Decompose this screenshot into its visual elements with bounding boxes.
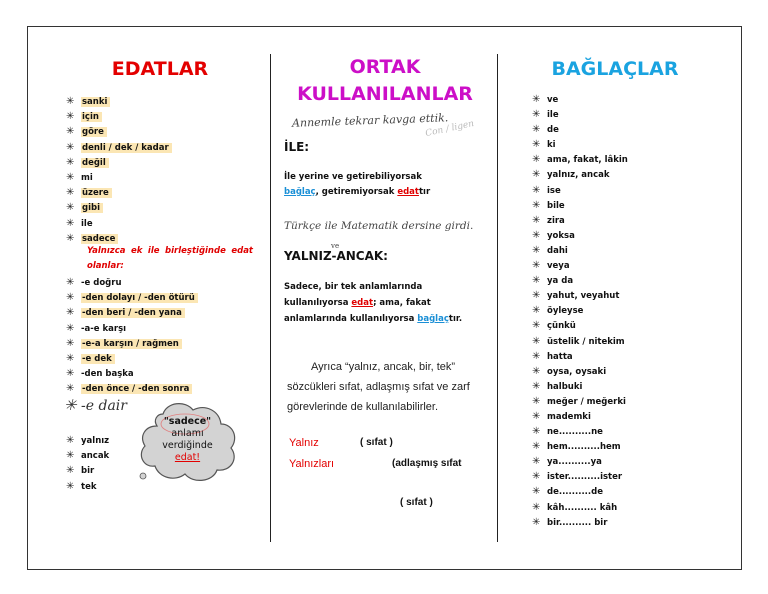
- edat-item: [66, 185, 172, 200]
- edat-label: ile: [81, 218, 93, 229]
- asterisk-icon: ✳: [532, 426, 541, 438]
- asterisk-icon: ✳: [66, 383, 75, 395]
- edat-item: [66, 94, 172, 109]
- asterisk-icon: ✳: [66, 480, 75, 492]
- edat-item: [66, 140, 172, 155]
- asterisk-icon: ✳: [532, 501, 541, 513]
- baglac-item: [532, 213, 628, 228]
- baglac-item: [532, 243, 628, 258]
- asterisk-icon: ✳: [66, 450, 75, 462]
- asterisk-icon: ✳: [532, 335, 541, 347]
- baglac-label: meğer / meğerki: [547, 396, 626, 407]
- baglac-label: ne..........ne: [547, 427, 603, 438]
- asterisk-icon: ✳: [532, 456, 541, 468]
- edat-item: [66, 170, 172, 185]
- asterisk-icon: ✳: [532, 380, 541, 392]
- suffix-edat-label: -den önce / -den sonra: [81, 384, 192, 394]
- asterisk-icon: ✳: [532, 94, 541, 105]
- asterisk-icon: ✳: [66, 156, 75, 168]
- baglac-label: mademki: [547, 411, 591, 422]
- baglac-item: [532, 500, 628, 515]
- edat-label: sanki: [81, 97, 110, 107]
- asterisk-icon: ✳: [532, 214, 541, 226]
- suffix-edat-label: -den başka: [81, 369, 134, 380]
- example-yalnizlari: Yalnızları: [289, 458, 335, 470]
- asterisk-icon: ✳: [66, 111, 75, 123]
- baglac-item: [532, 228, 628, 243]
- suffix-note: Yalnızca ek ile birleştiğinde edat olanlar:: [87, 246, 253, 271]
- asterisk-icon: ✳: [66, 292, 75, 304]
- asterisk-icon: ✳: [532, 139, 541, 151]
- yalniz-rule: Sadece, bir tek anlamlarında kullanılıyorsa edat; ama, fakat anlamlarında kullanılıyorsa bağlaçtır.: [284, 282, 463, 324]
- baglac-item: [532, 394, 628, 409]
- yalniz-ancak-heading: YALNIZ-ANCAK:: [284, 249, 388, 263]
- baglac-label: yoksa: [547, 230, 575, 241]
- asterisk-icon: ✳: [532, 441, 541, 453]
- edat-item: [66, 200, 172, 215]
- suffix-edat-label: -den dolayı / -den ötürü: [81, 293, 198, 303]
- edat-item: [66, 109, 172, 124]
- baglac-label: yahut, veyahut: [547, 291, 620, 302]
- baglac-item: [532, 334, 628, 349]
- asterisk-icon: ✳: [532, 275, 541, 287]
- asterisk-icon: ✳: [66, 232, 75, 244]
- example-yalnizlari-label: (adlaşmış sıfat: [392, 458, 462, 469]
- baglac-label: ama, fakat, lâkin: [547, 155, 628, 166]
- baglac-label: halbuki: [547, 381, 583, 392]
- handwritten-note: Con / ligen: [424, 118, 475, 140]
- asterisk-icon: ✳: [66, 337, 75, 349]
- baglac-label: ki: [547, 140, 556, 151]
- asterisk-icon: ✳: [66, 322, 75, 334]
- edat-label: üzere: [81, 188, 112, 198]
- baglac-label: ister..........ister: [547, 472, 623, 483]
- asterisk-icon: ✳: [66, 307, 75, 319]
- baglac-label: dahi: [547, 245, 568, 256]
- edat-item: [66, 216, 172, 231]
- cloud-text: "sadece" anlamı verdiğinde edat!: [162, 416, 213, 463]
- baglac-label: zira: [547, 215, 565, 226]
- baglac-item: [532, 454, 628, 469]
- baglac-item: [532, 183, 628, 198]
- baglac-item: [532, 92, 628, 107]
- baglac-label: veya: [547, 261, 570, 272]
- asterisk-icon: ✳: [532, 154, 541, 166]
- suffix-edat-label: -e dek: [81, 354, 115, 364]
- yalniz-word-item: [66, 448, 109, 463]
- baglac-item: [532, 318, 628, 333]
- baglac-list: [532, 92, 628, 530]
- suffix-edat-item: [66, 290, 198, 305]
- yalniz-word-label: tek: [81, 481, 97, 492]
- baglac-label: hatta: [547, 351, 573, 362]
- column-divider-left: [270, 54, 271, 542]
- asterisk-icon: ✳: [66, 96, 75, 107]
- baglac-item: [532, 439, 628, 454]
- baglac-label: yalnız, ancak: [547, 170, 610, 181]
- edat-label: için: [81, 112, 102, 122]
- baglac-item: [532, 288, 628, 303]
- suffix-edat-item: [66, 321, 198, 336]
- suffix-edat-label: -e doğru: [81, 278, 122, 288]
- asterisk-icon: ✳: [66, 465, 75, 477]
- baglac-label: de..........de: [547, 487, 603, 498]
- asterisk-icon: ✳: [532, 395, 541, 407]
- baglac-label: bir.......... bir: [547, 517, 608, 528]
- asterisk-icon: ✳: [66, 171, 75, 183]
- baglac-label: kâh.......... kâh: [547, 502, 618, 513]
- asterisk-icon: ✳: [532, 244, 541, 256]
- suffix-edat-label: -a-e karşı: [81, 323, 127, 334]
- baglac-item: [532, 409, 628, 424]
- asterisk-icon: ✳: [532, 486, 541, 498]
- asterisk-icon: ✳: [532, 290, 541, 302]
- example-sifat-label: ( sıfat ): [400, 497, 433, 508]
- suffix-edat-label: -den beri / -den yana: [81, 308, 185, 318]
- baglac-item: [532, 364, 628, 379]
- baglac-label: ise: [547, 185, 561, 196]
- baglac-label: ile: [547, 110, 559, 121]
- baglac-item: [532, 122, 628, 137]
- yalniz-word-label: ancak: [81, 451, 110, 462]
- ile-heading: İLE:: [284, 140, 310, 154]
- example-yalniz: Yalnız: [289, 437, 319, 449]
- baglac-item: [532, 515, 628, 530]
- asterisk-icon: ✳: [532, 199, 541, 211]
- edat-label: sadece: [81, 234, 118, 244]
- baglac-label: ve: [547, 95, 559, 105]
- suffix-edat-item: [66, 351, 198, 366]
- baglac-label: üstelik / nitekim: [547, 336, 625, 347]
- column-divider-right: [497, 54, 498, 542]
- asterisk-icon: ✳: [66, 368, 75, 380]
- asterisk-icon: ✳: [532, 365, 541, 377]
- asterisk-icon: ✳: [532, 124, 541, 136]
- suffix-edat-item: [66, 305, 198, 320]
- asterisk-icon: ✳: [66, 217, 75, 229]
- edat-label: mi: [81, 172, 93, 183]
- handwritten-e-dair: ✳ -e dair: [64, 396, 127, 414]
- edat-list: [66, 94, 172, 246]
- asterisk-icon: ✳: [532, 350, 541, 362]
- edat-label: göre: [81, 127, 107, 137]
- edat-label: değil: [81, 158, 109, 168]
- suffix-edat-item: [66, 275, 198, 290]
- edat-label: denli / dek / kadar: [81, 143, 172, 153]
- baglac-item: [532, 137, 628, 152]
- asterisk-icon: ✳: [66, 141, 75, 153]
- asterisk-icon: ✳: [532, 471, 541, 483]
- asterisk-icon: ✳: [532, 109, 541, 121]
- suffix-edat-item: [66, 381, 198, 396]
- yalniz-word-item: [66, 433, 109, 448]
- asterisk-icon: ✳: [66, 277, 75, 288]
- asterisk-icon: ✳: [532, 184, 541, 196]
- asterisk-icon: ✳: [532, 305, 541, 317]
- baglac-label: bile: [547, 200, 565, 211]
- handwritten-example-2: Türkçe ile Matematik dersine girdi.: [284, 220, 474, 232]
- baglac-label: çünkü: [547, 321, 576, 332]
- small-ve: ve: [331, 242, 340, 250]
- yalniz-word-item: [66, 463, 109, 478]
- asterisk-icon: ✳: [532, 516, 541, 528]
- yalniz-list: [66, 433, 109, 494]
- baglac-label: oysa, oysaki: [547, 366, 607, 377]
- baglac-label: öyleyse: [547, 306, 584, 317]
- suffix-edat-item: [66, 366, 198, 381]
- baglac-item: [532, 107, 628, 122]
- edatlar-title: EDATLAR: [111, 58, 209, 80]
- baglac-item: [532, 484, 628, 499]
- baglac-item: [532, 198, 628, 213]
- suffix-edat-item: [66, 336, 198, 351]
- sifat-paragraph: Ayrıca “yalnız, ancak, bir, tek” sözcükleri sıfat, adlaşmış sıfat ve zarf görevlerinde de kullanılabilirler.: [287, 361, 470, 413]
- asterisk-icon: ✳: [66, 352, 75, 364]
- baglac-item: [532, 258, 628, 273]
- baglac-label: ya..........ya: [547, 457, 602, 468]
- baglac-label: ya da: [547, 276, 574, 287]
- edat-item: [66, 124, 172, 139]
- asterisk-icon: ✳: [532, 320, 541, 332]
- ortak-title: ORTAK KULLANILANLAR: [297, 56, 473, 105]
- asterisk-icon: ✳: [532, 229, 541, 241]
- edat-label: gibi: [81, 203, 103, 213]
- asterisk-icon: ✳: [532, 260, 541, 272]
- suffix-edat-list: [66, 275, 198, 397]
- yalniz-word-label: yalnız: [81, 436, 110, 446]
- baglac-item: [532, 469, 628, 484]
- asterisk-icon: ✳: [532, 410, 541, 422]
- baglac-item: [532, 424, 628, 439]
- yalniz-word-item: [66, 479, 109, 494]
- baglac-label: de: [547, 125, 559, 136]
- baglac-item: [532, 379, 628, 394]
- asterisk-icon: ✳: [66, 202, 75, 214]
- asterisk-icon: ✳: [66, 435, 75, 446]
- yalniz-word-label: bir: [81, 466, 95, 477]
- baglac-label: hem..........hem: [547, 442, 621, 453]
- baglac-item: [532, 152, 628, 167]
- example-yalniz-label: ( sıfat ): [360, 437, 393, 448]
- ile-rule: İle yerine ve getirebiliyorsak bağlaç, getiremiyorsak edattır: [284, 172, 431, 197]
- baglac-item: [532, 273, 628, 288]
- suffix-edat-label: -e-a karşın / rağmen: [81, 339, 182, 349]
- baglac-item: [532, 167, 628, 182]
- baglac-item: [532, 349, 628, 364]
- baglaclar-title: BAĞLAÇLAR: [551, 58, 679, 80]
- baglac-item: [532, 303, 628, 318]
- edat-item: [66, 155, 172, 170]
- handwritten-example-1: Annemle tekrar kavga ettik.: [291, 111, 449, 130]
- asterisk-icon: ✳: [66, 126, 75, 138]
- asterisk-icon: ✳: [66, 187, 75, 199]
- asterisk-icon: ✳: [532, 169, 541, 181]
